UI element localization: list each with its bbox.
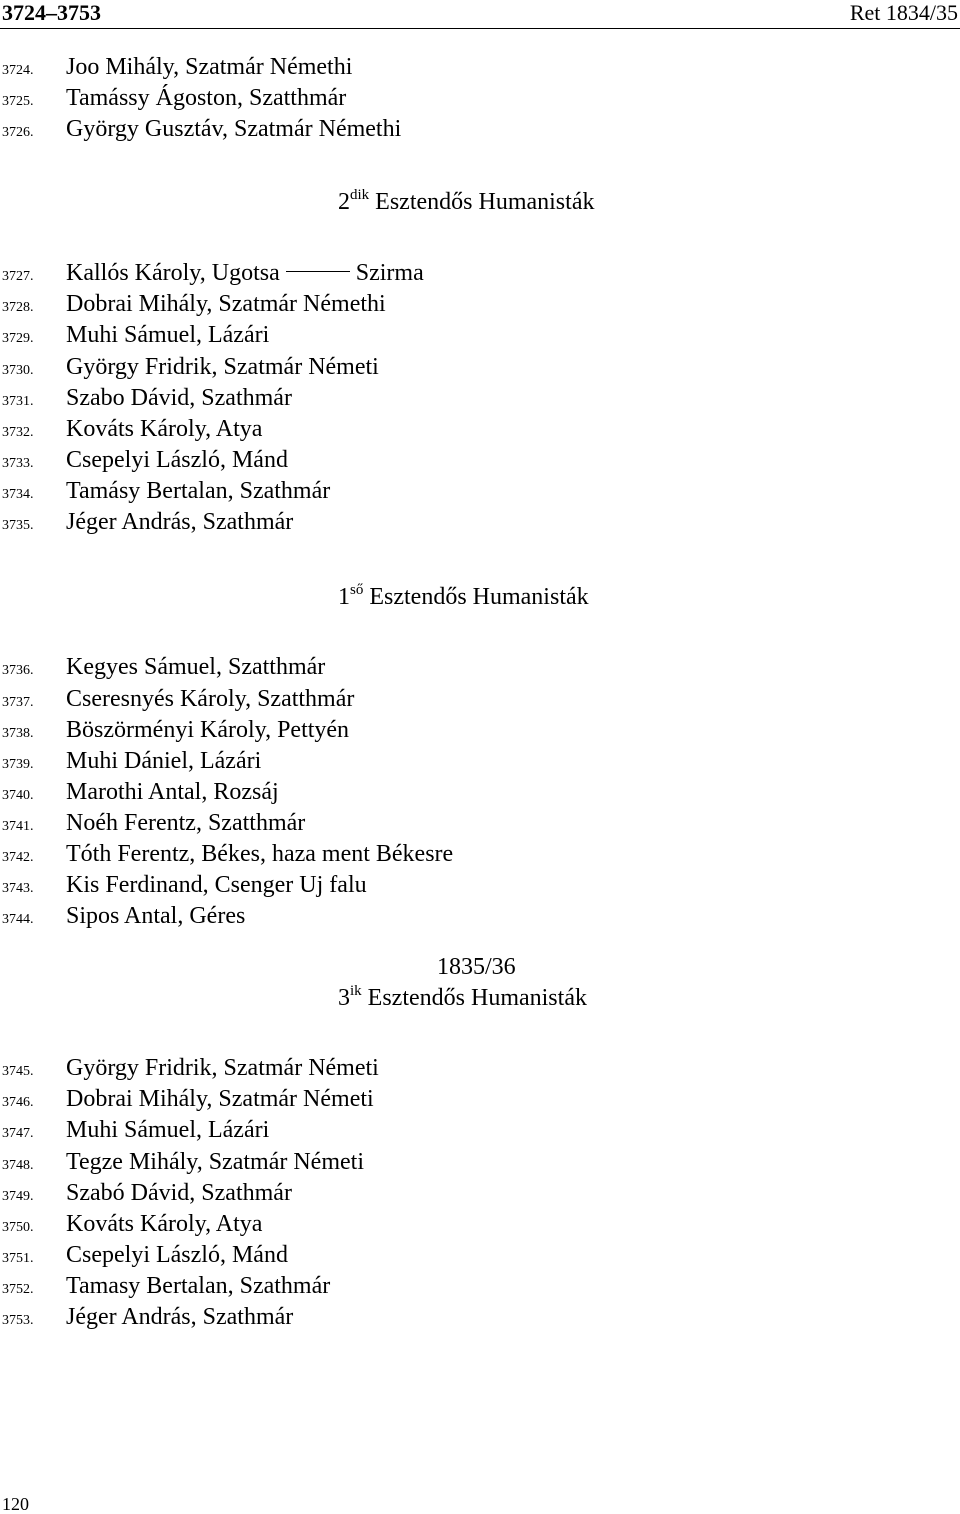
list-item xyxy=(0,320,269,351)
list-item xyxy=(0,870,367,901)
page-number: 120 xyxy=(2,1494,29,1514)
entry-number: 3736. xyxy=(2,663,34,678)
list-item xyxy=(0,839,453,870)
heading-text: Esztendős Humanisták xyxy=(375,189,595,215)
entry-text: Muhi Sámuel, Lázári xyxy=(66,322,270,348)
header-divider xyxy=(0,28,960,29)
list-item xyxy=(0,83,346,114)
entry-text: Kováts Károly, Atya xyxy=(66,416,263,442)
heading-text: Esztendős Humanisták xyxy=(367,985,587,1011)
entry-text: Marothi Antal, Rozsáj xyxy=(66,779,279,805)
entry-number: 3750. xyxy=(2,1220,34,1235)
entry-number: 3746. xyxy=(2,1095,34,1110)
entry-number: 3725. xyxy=(2,94,34,109)
list-item xyxy=(0,52,352,83)
entry-text: Csepelyi László, Mánd xyxy=(66,447,288,473)
entry-number: 3739. xyxy=(2,757,34,772)
entry-text: Dobrai Mihály, Szatmár Németi xyxy=(66,1086,374,1112)
list-item xyxy=(0,507,293,538)
list-item xyxy=(0,289,386,320)
entry-number: 3742. xyxy=(2,850,34,865)
list-item xyxy=(0,1115,269,1146)
section-heading xyxy=(338,983,587,1013)
heading-ordinal: ik xyxy=(350,983,362,999)
entry-number: 3753. xyxy=(2,1313,34,1328)
heading-number: 3 xyxy=(338,985,350,1011)
entry-number: 3728. xyxy=(2,300,34,315)
entry-text: György Fridrik, Szatmár Németi xyxy=(66,1055,379,1081)
list-item xyxy=(0,352,379,383)
entry-number: 3732. xyxy=(2,425,34,440)
entry-text: Joo Mihály, Szatmár Némethi xyxy=(66,54,353,80)
entry-text: Tamasy Bertalan, Szathmár xyxy=(66,1273,331,1299)
entry-text: Szabó Dávid, Szathmár xyxy=(66,1180,292,1206)
entry-number: 3752. xyxy=(2,1282,34,1297)
entry-text: Muhi Dániel, Lázári xyxy=(66,748,262,774)
list-item xyxy=(0,445,288,476)
entry-number: 3749. xyxy=(2,1189,34,1204)
entry-text: Jéger András, Szathmár xyxy=(66,509,294,535)
list-item xyxy=(0,476,330,507)
entry-number: 3729. xyxy=(2,331,34,346)
entry-number: 3733. xyxy=(2,456,34,471)
entry-text: Jéger András, Szathmár xyxy=(66,1304,294,1330)
list-item xyxy=(0,777,279,808)
entry-text: Tamásy Bertalan, Szathmár xyxy=(66,478,331,504)
heading-ordinal: ső xyxy=(350,582,364,598)
entry-text: Tóth Ferentz, Békes, haza ment Békesre xyxy=(66,841,454,867)
list-item xyxy=(0,1240,288,1271)
heading-text: Esztendős Humanisták xyxy=(369,584,589,610)
entry-text: Tamássy Ágoston, Szatthmár xyxy=(66,85,347,111)
header-ret: Ret 1834/35 xyxy=(849,0,958,25)
entry-number: 3727. xyxy=(2,269,34,284)
entry-number: 3741. xyxy=(2,819,34,834)
entry-text: Kallós Károly, Ugotsa xyxy=(66,260,280,286)
entry-text: Kegyes Sámuel, Szatthmár xyxy=(66,654,326,680)
entry-text: Kováts Károly, Atya xyxy=(66,1211,263,1237)
list-item xyxy=(0,414,262,445)
list-item xyxy=(0,1147,364,1178)
list-item xyxy=(0,901,245,932)
entry-number: 3724. xyxy=(2,63,34,78)
list-item xyxy=(0,746,261,777)
entry-number: 3734. xyxy=(2,487,34,502)
entry-text: Szabo Dávid, Szathmár xyxy=(66,385,292,411)
list-item xyxy=(0,1178,292,1209)
list-item xyxy=(0,1053,379,1084)
entry-number: 3748. xyxy=(2,1158,34,1173)
section-heading xyxy=(338,582,589,612)
heading-number: 1 xyxy=(338,584,350,610)
entry-text: György Gusztáv, Szatmár Némethi xyxy=(66,116,402,142)
entry-number: 3730. xyxy=(2,363,34,378)
entry-text: Muhi Sámuel, Lázári xyxy=(66,1117,270,1143)
entry-number: 3747. xyxy=(2,1126,34,1141)
entry-number: 3740. xyxy=(2,788,34,803)
heading-number: 2 xyxy=(338,189,350,215)
entry-text: Böszörményi Károly, Pettyén xyxy=(66,717,350,743)
list-item xyxy=(0,1084,374,1115)
entry-text: Noéh Ferentz, Szatthmár xyxy=(66,810,306,836)
list-item xyxy=(0,808,305,839)
entry-text: Tegze Mihály, Szatmár Németi xyxy=(66,1149,364,1175)
entry-number: 3726. xyxy=(2,125,34,140)
list-item xyxy=(0,1271,330,1302)
entry-number: 3737. xyxy=(2,695,34,710)
heading-ordinal: dik xyxy=(350,187,370,203)
dash-rule xyxy=(286,271,350,272)
list-item xyxy=(0,652,325,683)
list-item xyxy=(0,258,424,289)
list-item xyxy=(0,383,292,414)
entry-number: 3743. xyxy=(2,881,34,896)
section-heading xyxy=(338,187,594,217)
entry-text-place: Szirma xyxy=(355,260,424,286)
entry-text: Kis Ferdinand, Csenger Uj falu xyxy=(66,872,367,898)
entry-number: 3745. xyxy=(2,1064,34,1079)
list-item xyxy=(0,1302,293,1333)
entry-number: 3731. xyxy=(2,394,34,409)
entry-number: 3735. xyxy=(2,518,34,533)
list-item xyxy=(0,114,401,145)
entry-text: Dobrai Mihály, Szatmár Némethi xyxy=(66,291,386,317)
list-item xyxy=(0,684,354,715)
entry-number: 3751. xyxy=(2,1251,34,1266)
entry-text: Sipos Antal, Géres xyxy=(66,903,246,929)
entry-number: 3738. xyxy=(2,726,34,741)
list-item xyxy=(0,715,349,746)
entry-number: 3744. xyxy=(2,912,34,927)
entry-text: Csepelyi László, Mánd xyxy=(66,1242,288,1268)
entry-text: György Fridrik, Szatmár Németi xyxy=(66,354,379,380)
list-item xyxy=(0,1209,262,1240)
entry-text: Cseresnyés Károly, Szatthmár xyxy=(66,686,355,712)
year-heading: 1835/36 xyxy=(437,954,516,980)
header-range: 3724–3753 xyxy=(2,0,101,25)
